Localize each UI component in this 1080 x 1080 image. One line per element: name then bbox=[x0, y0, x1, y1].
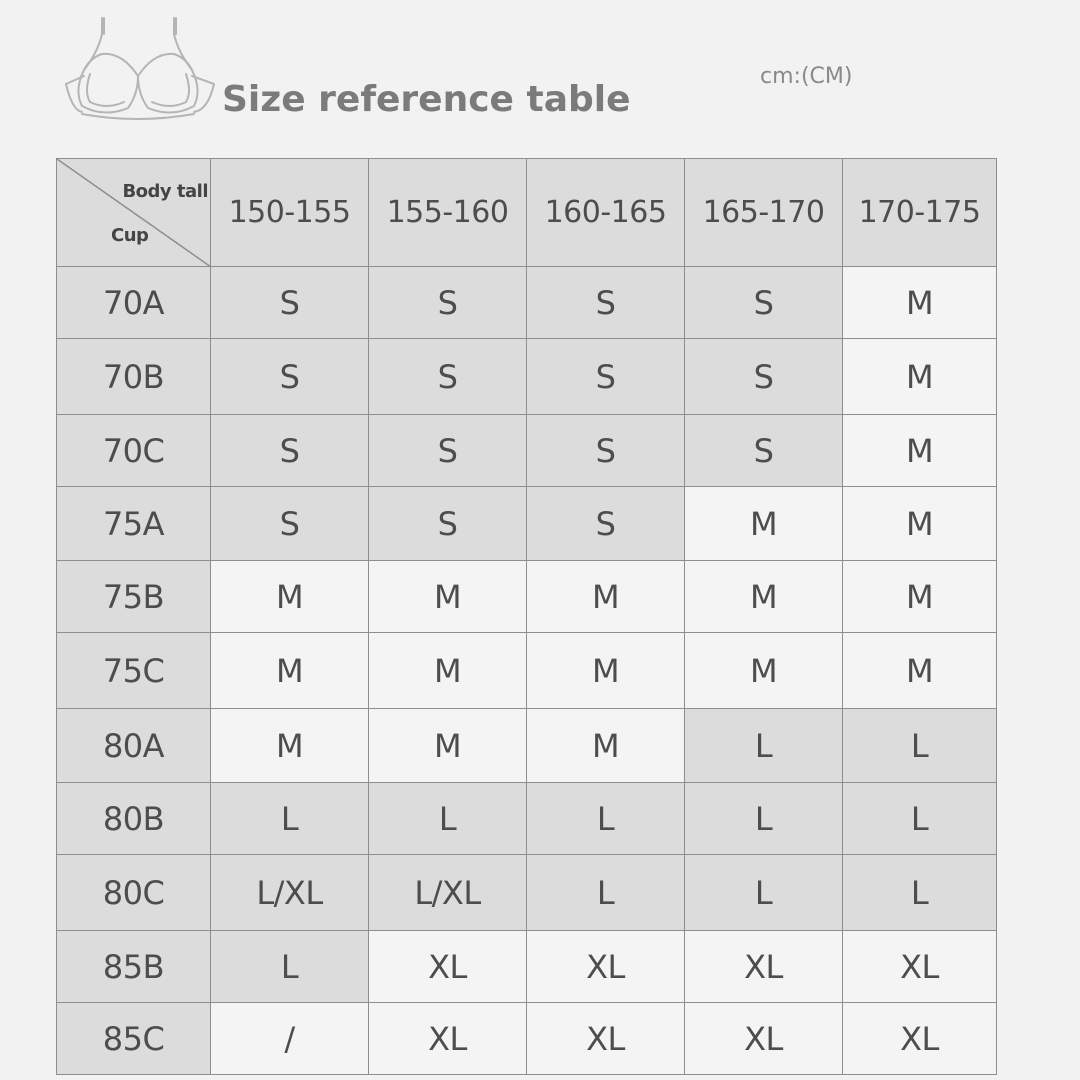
size-cell: M bbox=[369, 561, 527, 633]
size-cell: L/XL bbox=[369, 855, 527, 931]
size-cell: S bbox=[211, 339, 369, 415]
column-header: 160-165 bbox=[527, 159, 685, 267]
size-cell: L bbox=[843, 709, 997, 783]
size-cell: M bbox=[685, 561, 843, 633]
table-row bbox=[57, 709, 997, 783]
size-cell: M bbox=[685, 633, 843, 709]
size-cell: S bbox=[685, 339, 843, 415]
size-cell: / bbox=[211, 1003, 369, 1075]
size-cell: XL bbox=[843, 1003, 997, 1075]
size-cell: M bbox=[527, 709, 685, 783]
cup-label: 85B bbox=[57, 931, 211, 1003]
table-row bbox=[57, 931, 997, 1003]
size-cell: S bbox=[527, 487, 685, 561]
table-row bbox=[57, 339, 997, 415]
size-cell: M bbox=[843, 561, 997, 633]
cup-label: 80C bbox=[57, 855, 211, 931]
size-cell: M bbox=[369, 709, 527, 783]
size-cell: XL bbox=[685, 1003, 843, 1075]
table-row bbox=[57, 783, 997, 855]
size-cell: M bbox=[843, 487, 997, 561]
cup-label: 75B bbox=[57, 561, 211, 633]
size-cell: M bbox=[369, 633, 527, 709]
size-cell: M bbox=[211, 709, 369, 783]
size-cell: S bbox=[369, 267, 527, 339]
table-row bbox=[57, 633, 997, 709]
size-table bbox=[56, 158, 997, 1075]
cup-label: 75C bbox=[57, 633, 211, 709]
size-cell: L bbox=[211, 931, 369, 1003]
size-table-body bbox=[57, 267, 997, 1075]
size-cell: S bbox=[527, 267, 685, 339]
size-cell: XL bbox=[369, 1003, 527, 1075]
size-cell: M bbox=[843, 415, 997, 487]
corner-label-body-tall: Body tall bbox=[122, 181, 208, 202]
table-row bbox=[57, 1003, 997, 1075]
size-cell: S bbox=[527, 339, 685, 415]
size-cell: L bbox=[211, 783, 369, 855]
size-cell: S bbox=[211, 267, 369, 339]
size-cell: S bbox=[527, 415, 685, 487]
size-cell: XL bbox=[685, 931, 843, 1003]
size-cell: XL bbox=[527, 931, 685, 1003]
cup-label: 70A bbox=[57, 267, 211, 339]
cup-label: 80A bbox=[57, 709, 211, 783]
corner-label-cup: Cup bbox=[111, 225, 149, 246]
diagonal-divider bbox=[57, 159, 211, 267]
size-cell: M bbox=[685, 487, 843, 561]
table-row bbox=[57, 487, 997, 561]
size-cell: M bbox=[843, 267, 997, 339]
table-row bbox=[57, 415, 997, 487]
size-cell: S bbox=[685, 415, 843, 487]
size-cell: S bbox=[211, 487, 369, 561]
size-cell: L bbox=[685, 855, 843, 931]
table-row bbox=[57, 267, 997, 339]
cup-label: 70C bbox=[57, 415, 211, 487]
cup-label: 80B bbox=[57, 783, 211, 855]
page-title: Size reference table bbox=[222, 79, 631, 120]
size-cell: L bbox=[527, 783, 685, 855]
size-cell: M bbox=[211, 633, 369, 709]
size-cell: L bbox=[843, 855, 997, 931]
size-cell: XL bbox=[843, 931, 997, 1003]
size-cell: M bbox=[527, 561, 685, 633]
column-header: 155-160 bbox=[369, 159, 527, 267]
column-header: 150-155 bbox=[211, 159, 369, 267]
size-cell: M bbox=[527, 633, 685, 709]
size-cell: XL bbox=[369, 931, 527, 1003]
cup-label: 85C bbox=[57, 1003, 211, 1075]
column-header: 170-175 bbox=[843, 159, 997, 267]
size-cell: S bbox=[369, 415, 527, 487]
table-row bbox=[57, 561, 997, 633]
size-cell: L bbox=[843, 783, 997, 855]
size-cell: L bbox=[527, 855, 685, 931]
size-cell: M bbox=[843, 339, 997, 415]
size-cell: L bbox=[685, 709, 843, 783]
table-row bbox=[57, 855, 997, 931]
size-cell: M bbox=[843, 633, 997, 709]
bra-icon bbox=[62, 14, 218, 124]
size-cell: L bbox=[685, 783, 843, 855]
table-corner-cell bbox=[57, 159, 211, 267]
column-header: 165-170 bbox=[685, 159, 843, 267]
size-cell: S bbox=[369, 487, 527, 561]
cup-label: 70B bbox=[57, 339, 211, 415]
size-cell: L/XL bbox=[211, 855, 369, 931]
size-cell: L bbox=[369, 783, 527, 855]
size-cell: S bbox=[685, 267, 843, 339]
size-cell: S bbox=[369, 339, 527, 415]
unit-label: cm:(CM) bbox=[760, 64, 853, 89]
size-cell: S bbox=[211, 415, 369, 487]
size-cell: XL bbox=[527, 1003, 685, 1075]
size-cell: M bbox=[211, 561, 369, 633]
cup-label: 75A bbox=[57, 487, 211, 561]
